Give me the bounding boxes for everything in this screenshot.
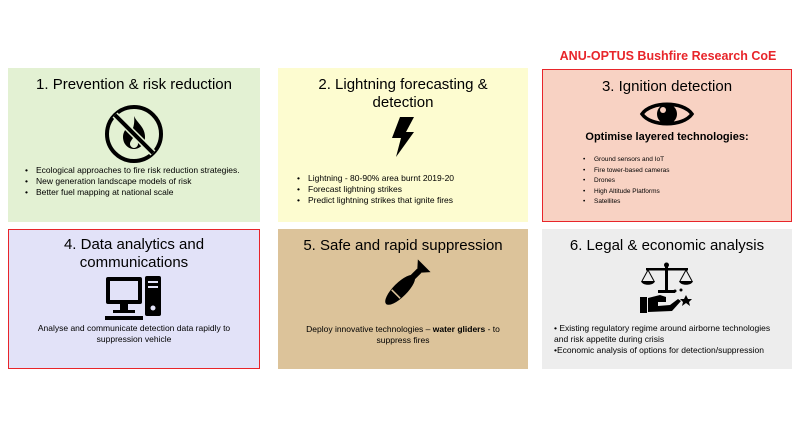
coe-header-label: ANU-OPTUS Bushfire Research CoE [559, 49, 777, 63]
scales-hand-icon [636, 261, 698, 315]
card-data-analytics [8, 229, 260, 369]
card-description-line: Analyse and communicate detection data rapidly to [37, 323, 231, 333]
computer-icon [105, 275, 163, 321]
card-description-line: suppression vehicle [96, 334, 172, 344]
description-emphasis: water gliders [432, 324, 486, 334]
list-item: • Ground sensors and IoT [594, 155, 794, 166]
list-item: • High Altitude Platforms [594, 187, 794, 198]
card-note: • Existing regulatory regime around airborne technologies and risk appetite during crisis [554, 323, 771, 344]
card-title [278, 76, 528, 112]
card-suppression [278, 229, 528, 369]
list-item: • Satellites [594, 197, 794, 208]
no-fire-icon [103, 103, 165, 165]
card-description-line [288, 324, 518, 335]
card-title: 1. Prevention & risk reduction [36, 76, 232, 93]
bomb-icon [371, 257, 435, 317]
card-title: 5. Safe and rapid suppression [303, 237, 503, 254]
card-title: 6. Legal & economic analysis [569, 237, 765, 254]
list-item: • New generation landscape models of risk [36, 176, 271, 187]
card-description [19, 323, 249, 345]
list-item: • Lightning - 80-90% area burnt 2019-20 [308, 173, 533, 184]
card-ignition-detection [542, 69, 792, 222]
list-item: • Drones [594, 176, 794, 187]
card-lightning [278, 68, 528, 222]
card-title: 3. Ignition detection [601, 78, 733, 95]
card-title-line: communications [79, 254, 189, 271]
card-title-line: detection [372, 94, 434, 111]
card-note: •Economic analysis of options for detection/suppression [554, 345, 764, 355]
lightning-icon [390, 117, 416, 157]
card-title-line: 4. Data analytics and [63, 236, 205, 253]
card-description-line: suppress fires [376, 335, 430, 345]
description-text: - to [485, 324, 500, 334]
card-title [9, 236, 259, 272]
card-title-line: 2. Lightning forecasting & [318, 76, 488, 93]
list-item: • Forecast lightning strikes [308, 184, 533, 195]
card-notes [554, 323, 784, 356]
card-subheading: Optimise layered technologies: [585, 131, 749, 143]
card-prevention [8, 68, 260, 222]
eye-icon [639, 97, 695, 131]
description-text: Deploy innovative technologies – [306, 324, 433, 334]
list-item: • Predict lightning strikes that ignite fires [308, 195, 533, 206]
list-item: • Better fuel mapping at national scale [36, 187, 271, 198]
card-legal-economic [542, 229, 792, 369]
card-description [288, 324, 518, 346]
list-item: • Fire tower-based cameras [594, 166, 794, 177]
list-item: • Ecological approaches to fire risk reduction strategies. [36, 165, 271, 176]
